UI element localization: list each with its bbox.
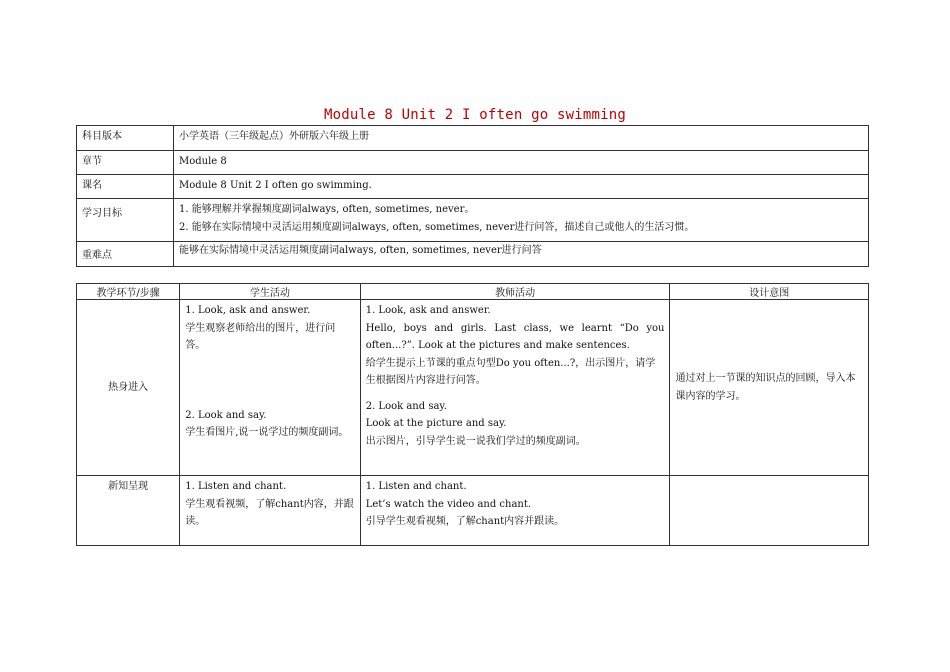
teacher-activity-line: 引导学生观看视频，了解chant内容并跟读。 [365, 516, 565, 527]
teacher-activity-cell [360, 300, 670, 476]
header-step: 教学环节/步骤 [77, 284, 180, 300]
teaching-steps-table [76, 283, 869, 546]
teacher-activity-line: Look at the picture and say. [365, 418, 507, 429]
student-activity-line: 1. Listen and chant. [185, 481, 287, 492]
info-row-chapter [77, 151, 869, 175]
teacher-activity-line: 1. Look, ask and answer. [365, 305, 491, 316]
student-activity-line: 1. Look, ask and answer. [185, 305, 311, 316]
student-activity-line: 学生观察老师给出的图片，进行问答。 [185, 322, 336, 351]
design-intent-cell: 通过对上一节课的知识点的回顾，导入本课内容的学习。 [670, 300, 869, 476]
info-key: 章节 [77, 151, 174, 175]
teacher-activity-line: 1. Listen and chant. [365, 481, 467, 492]
header-teacher-activity: 教师活动 [360, 284, 670, 300]
table-row [77, 476, 869, 546]
teacher-activity-line: Let’s watch the video and chant. [365, 498, 532, 510]
objective-item: 1. 能够理解并掌握频度副词always, often, sometimes, never。 [179, 204, 475, 215]
teacher-activity-line: 2. Look and say. [365, 400, 447, 412]
info-key: 重难点 [77, 242, 174, 267]
header-design-intent: 设计意图 [670, 284, 869, 300]
info-row-subject [77, 126, 869, 151]
teacher-activity-cell [360, 476, 670, 546]
info-key: 课名 [77, 175, 174, 199]
student-activity-cell [180, 476, 360, 546]
table-header-row [77, 284, 869, 300]
student-activity-cell [180, 300, 360, 476]
student-activity-line: 2. Look and say. [185, 409, 267, 421]
info-row-key-points [77, 242, 869, 267]
info-value: Module 8 Unit 2 I often go swimming. [174, 175, 869, 199]
info-row-objectives [77, 199, 869, 242]
table-row [77, 300, 869, 476]
student-activity-line: 学生看图片,说一说学过的频度副词。 [185, 427, 349, 438]
info-row-lesson [77, 175, 869, 199]
design-intent-cell [670, 476, 869, 546]
info-value: Module 8 [174, 151, 869, 175]
objective-item: 2. 能够在实际情境中灵活运用频度副词always, often, sometimes, never进行问答，描述自己或他人的生活习惯。 [179, 221, 695, 233]
info-key: 科目版本 [77, 126, 174, 151]
teacher-activity-line: Hello, boys and girls. Last class, we learnt “Do you often...?”. Look at the pictures and make sentences. [365, 322, 665, 351]
info-value [174, 199, 869, 242]
teacher-activity-line: 给学生提示上节课的重点句型Do you often...?，出示图片，请学生根据图片内容进行问答。 [365, 357, 656, 386]
document-title: Module 8 Unit 2 I often go swimming [323, 107, 626, 123]
info-value: 能够在实际情境中灵活运用频度副词always, often, sometimes, never进行问答 [174, 242, 869, 267]
info-key: 学习目标 [77, 199, 174, 242]
header-student-activity: 学生活动 [180, 284, 360, 300]
info-value: 小学英语（三年级起点）外研版六年级上册 [174, 126, 869, 151]
student-activity-line: 学生观看视频，了解chant内容，并跟读。 [185, 498, 354, 527]
step-name: 热身进入 [77, 300, 180, 476]
teacher-activity-line: 出示图片，引导学生说一说我们学过的频度副词。 [365, 435, 586, 447]
course-info-table [76, 125, 869, 267]
step-name: 新知呈现 [77, 476, 180, 546]
